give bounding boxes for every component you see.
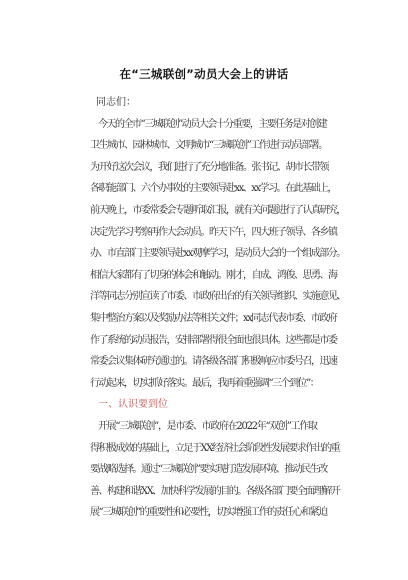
paragraph-line: 为开好这次会议，我们进行了充分地准备。张书记、胡市长带领 bbox=[90, 162, 328, 173]
paragraph-line: 常委会议集体研究通过的。请各级各部门积极响应市委号召，迅速 bbox=[90, 356, 337, 367]
paragraph-line: 集中整治方案以及奖励办法等相关文件；xx同志代表市委、市政府 bbox=[90, 313, 337, 324]
paragraph-line: 得积极成效的基础上，立足于XX经济社会阶段性发展要求作出的重 bbox=[90, 443, 340, 454]
section-heading: 一、认识要到位 bbox=[98, 399, 168, 410]
paragraph-line: 今天的全市“三城联创”动员大会十分重要，主要任务是对创建 bbox=[98, 119, 327, 130]
paragraph-line: 善、构建和谐XX、加快科学发展的目的。各级各部门要全面理解开 bbox=[90, 486, 340, 497]
paragraph-line: 卫生城市、园林城市、文明城市“三城联创”工作进行动员部署。 bbox=[90, 140, 327, 151]
paragraph-line: 前天晚上，市委常委会专题听取汇报，就有关问题进行了认真研究， bbox=[90, 205, 345, 216]
paragraph-line: 洋等同志分别宣读了市委、市政府出台的有关领导组织、实施意见、 bbox=[90, 291, 345, 302]
paragraph-line: 行动起来，切实抓好落实。最后，我再着重强调“三个到位”： bbox=[90, 378, 319, 389]
paragraph-line: 相信大家都有了切身的体会和触动。刚才，自成、鸿俊、思勇、海 bbox=[90, 270, 337, 281]
paragraph-line: 开展“三城联创”，是市委、市政府在2022年“双创”工作取 bbox=[98, 421, 317, 432]
document-title: 在“三城联创”动员大会上的讲话 bbox=[119, 67, 289, 81]
paragraph-line: 各职能部门、六个办事处的主要领导赴xx、xx学习。在此基础上， bbox=[90, 183, 337, 194]
paragraph-line: 决定先学习考察再作大会动员。昨天下午，四大班子领导、各乡镇 bbox=[90, 227, 337, 238]
paragraph-line: 要战略选择。通过“三城联创”要实现打造发展环境、推动民生改 bbox=[90, 464, 327, 475]
paragraph-line: 办、市直部门主要领导赴xx观摩学习，是动员大会的一个组成部分。 bbox=[90, 248, 345, 259]
paragraph-line: 作了系统的动员报告，安排部署得很全面也很具体。这些都是市委 bbox=[90, 335, 337, 346]
paragraph-line: 展“三城联创”的重要性和必要性，切实增强工作的责任心和紧迫 bbox=[90, 507, 327, 518]
salutation: 同志们： bbox=[96, 97, 136, 108]
